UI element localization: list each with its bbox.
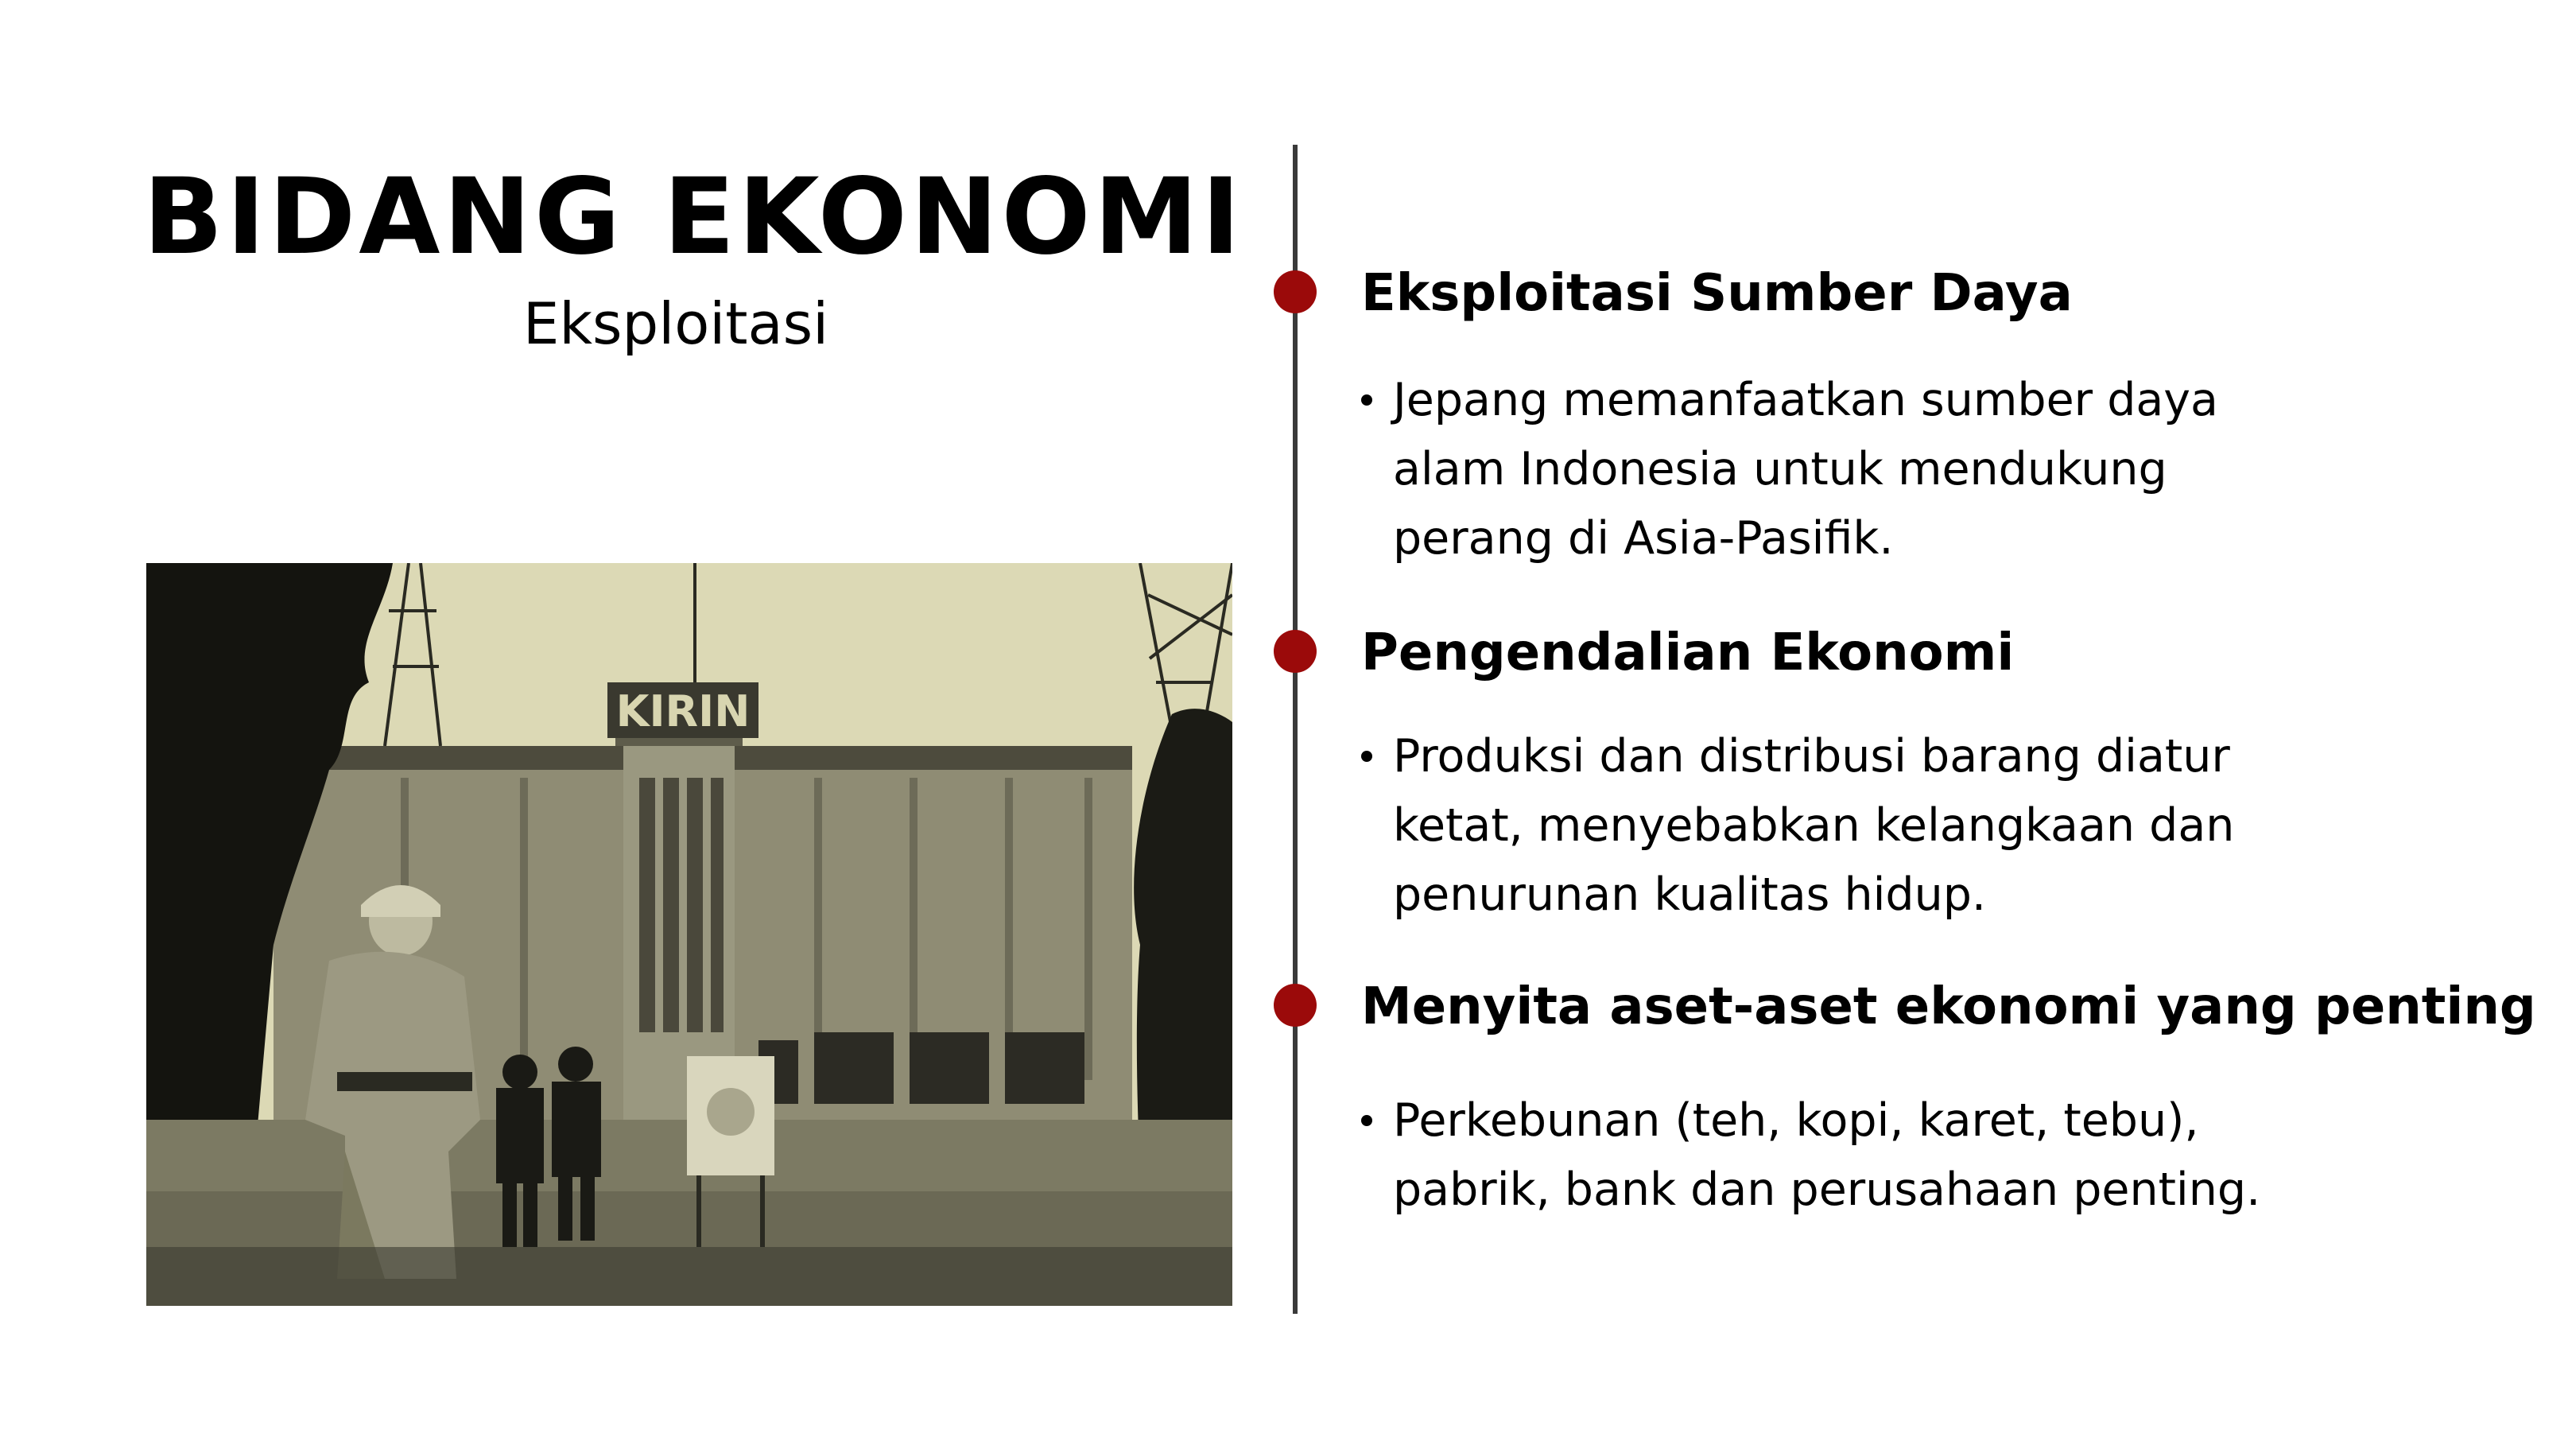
- bullet-text: [1393, 366, 2442, 573]
- bullet-line: pabrik, bank dan perusahaan penting.: [1393, 1163, 2261, 1216]
- bullet-icon: [1361, 1115, 1372, 1126]
- section-heading-economic-control: Pengendalian Ekonomi: [1361, 623, 2015, 682]
- page-subtitle: Eksploitasi: [522, 290, 829, 357]
- timeline-dot-1: [1274, 270, 1317, 313]
- bullet-icon: [1361, 751, 1372, 762]
- section-heading-exploitation: Eksploitasi Sumber Daya: [1361, 264, 2073, 323]
- photo-illustration: [146, 563, 1232, 1306]
- bullet-line: alam Indonesia untuk mendukung: [1393, 443, 2167, 495]
- bullet-text: [1393, 722, 2442, 930]
- section-heading-asset-seizure: Menyita aset-aset ekonomi yang penting: [1361, 977, 2536, 1036]
- bullet-line: Perkebunan (teh, kopi, karet, tebu),: [1393, 1094, 2199, 1147]
- timeline-line: [1293, 145, 1298, 1314]
- timeline-dot-3: [1274, 984, 1317, 1027]
- bullet-icon: [1361, 394, 1372, 406]
- building-sign: KIRIN: [615, 686, 751, 736]
- historical-photo: [146, 563, 1232, 1306]
- bullet-line: penurunan kualitas hidup.: [1393, 868, 1987, 921]
- bullet-line: Jepang memanfaatkan sumber daya: [1393, 374, 2218, 426]
- bullet-text: [1393, 1086, 2442, 1225]
- page-title: BIDANG EKONOMI: [143, 156, 1244, 278]
- bullet-line: Produksi dan distribusi barang diatur: [1393, 730, 2230, 783]
- timeline-dot-2: [1274, 630, 1317, 673]
- bullet-line: perang di Asia-Pasifik.: [1393, 512, 1894, 565]
- bullet-line: ketat, menyebabkan kelangkaan dan: [1393, 799, 2235, 852]
